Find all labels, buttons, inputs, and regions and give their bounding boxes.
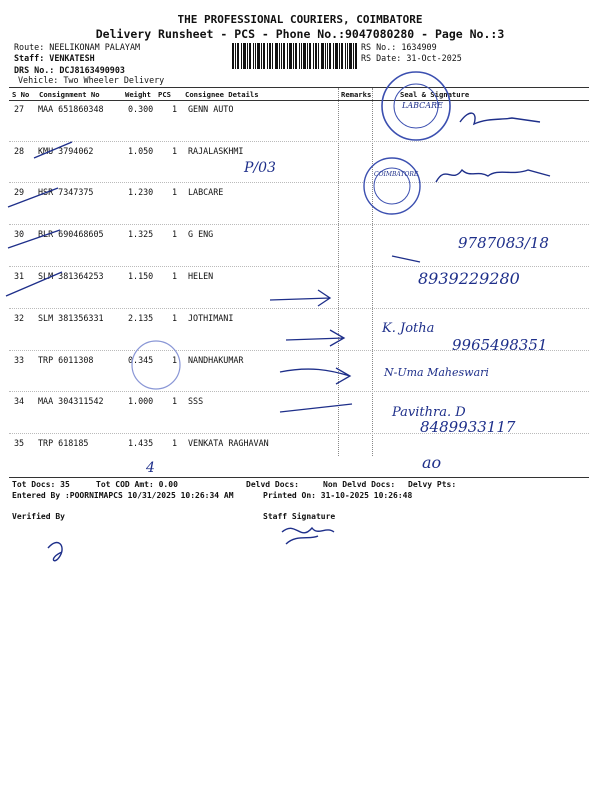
row-weight: 1.435 — [128, 438, 154, 448]
staff-signature-label: Staff Signature — [263, 512, 336, 521]
row-weight: 0.345 — [128, 355, 154, 365]
stamp-text: LABCARE — [402, 101, 443, 110]
row-pcs: 1 — [172, 396, 178, 406]
signature-column-rule — [372, 88, 373, 456]
row-weight: 0.300 — [128, 104, 154, 114]
arrow — [280, 368, 350, 384]
row-divider — [9, 433, 589, 434]
row-divider — [9, 308, 589, 309]
arrow — [270, 290, 330, 306]
table-bottom-rule — [9, 477, 589, 478]
handwritten-name: Pavithra. D — [392, 405, 466, 420]
row-weight: 1.150 — [128, 271, 154, 281]
total-docs: Tot Docs: 35 — [12, 480, 70, 489]
row-pcs: 1 — [172, 313, 178, 323]
row-consignee: VENKATA RAGHAVAN — [188, 438, 269, 448]
stamp-text: COIMBATORE — [374, 171, 419, 178]
row-sno: 31 — [14, 271, 25, 281]
runsheet-subtitle: Delivery Runsheet - PCS - Phone No.:9047080280 - Page No.:3 — [95, 27, 505, 41]
handwritten-phone: 8939229280 — [418, 269, 520, 288]
stamp-faded — [132, 341, 180, 389]
entered-by: Entered By :POORNIMAPCS 10/31/2025 10:26:34 AM — [12, 491, 234, 500]
row-pcs: 1 — [172, 104, 178, 114]
row-divider — [9, 350, 589, 351]
barcode-image — [232, 43, 358, 69]
delivery-points: Delvy Pts: — [408, 480, 457, 489]
rs-number: RS No.: 1634909 — [361, 42, 437, 52]
row-consignee: HELEN — [188, 271, 214, 281]
non-delivered-docs: Non Delvd Docs: — [323, 480, 396, 489]
row-consignment: BLR 690468605 — [38, 229, 104, 239]
strike-row30 — [392, 256, 420, 262]
arrow — [286, 330, 344, 346]
handwritten-name: N-Uma Maheswari — [384, 366, 489, 379]
col-header-consignee: Consignee Details — [185, 90, 259, 99]
col-header-consignment: Consignment No — [39, 90, 100, 99]
printed-on: Printed On: 31-10-2025 10:26:48 — [263, 491, 413, 500]
row-pcs: 1 — [172, 271, 178, 281]
handwritten-note: P/03 — [244, 160, 276, 176]
row-weight: 1.230 — [128, 187, 154, 197]
row-consignee: G ENG — [188, 229, 214, 239]
row-consignment: SLM 381356331 — [38, 313, 104, 323]
handwritten-phone: 9965498351 — [452, 336, 548, 354]
row-divider — [9, 391, 589, 392]
signature-row27 — [460, 113, 540, 124]
row-consignee: SSS — [188, 396, 204, 406]
verified-by-scribble — [48, 543, 62, 561]
row-consignee: JOTHIMANI — [188, 313, 234, 323]
row-weight: 1.050 — [128, 146, 154, 156]
col-header-seal-signature: Seal & Signature — [400, 90, 470, 99]
row-sno: 27 — [14, 104, 25, 114]
handwritten-note: 4 — [146, 460, 155, 476]
staff-signature-scribble — [282, 528, 334, 544]
row-consignee: LABCARE — [188, 187, 224, 197]
col-header-weight: Weight — [125, 90, 151, 99]
row-pcs: 1 — [172, 187, 178, 197]
rs-date: RS Date: 31-Oct-2025 — [361, 53, 462, 63]
col-header-remarks: Remarks — [341, 90, 372, 99]
row-divider — [9, 224, 589, 225]
row-consignment: SLM 381364253 — [38, 271, 104, 281]
col-header-sno: S No — [12, 90, 30, 99]
row-pcs: 1 — [172, 146, 178, 156]
row-consignee: NANDHAKUMAR — [188, 355, 244, 365]
row-pcs: 1 — [172, 229, 178, 239]
handwritten-phone: 9787083/18 — [458, 234, 549, 252]
drs-number: DRS No.: DCJ8163490903 — [14, 65, 125, 75]
verified-by-label: Verified By — [12, 512, 65, 521]
row-sno: 34 — [14, 396, 25, 406]
delivered-docs: Delvd Docs: — [246, 480, 299, 489]
row-divider — [9, 182, 589, 183]
handwritten-name: K. Jotha — [382, 321, 435, 336]
row-pcs: 1 — [172, 438, 178, 448]
handwritten-phone: 8489933117 — [420, 418, 516, 436]
row-consignment: HSR 7347375 — [38, 187, 94, 197]
row-sno: 28 — [14, 146, 25, 156]
row-sno: 35 — [14, 438, 25, 448]
arrow — [280, 404, 352, 412]
row-sno: 32 — [14, 313, 25, 323]
signature-row29 — [436, 170, 550, 182]
company-title: THE PROFESSIONAL COURIERS, COIMBATORE — [177, 13, 423, 26]
total-cod-amount: Tot COD Amt: 0.00 — [96, 480, 178, 489]
vehicle-label: Vehicle: Two Wheeler Delivery — [18, 75, 165, 85]
table-top-rule — [9, 87, 589, 88]
row-weight: 1.000 — [128, 396, 154, 406]
row-consignment: MAA 651860348 — [38, 104, 104, 114]
remarks-column-rule — [338, 88, 339, 456]
row-sno: 30 — [14, 229, 25, 239]
row-consignment: KMU 3794062 — [38, 146, 94, 156]
row-pcs: 1 — [172, 355, 178, 365]
stamp-labcare — [382, 72, 450, 140]
row-consignment: TRP 6011308 — [38, 355, 94, 365]
row-divider — [9, 266, 589, 267]
row-divider — [9, 141, 589, 142]
row-weight: 1.325 — [128, 229, 154, 239]
row-sno: 33 — [14, 355, 25, 365]
row-sno: 29 — [14, 187, 25, 197]
row-consignee: GENN AUTO — [188, 104, 234, 114]
row-weight: 2.135 — [128, 313, 154, 323]
handwritten-mark: ao — [422, 453, 442, 472]
row-consignment: MAA 304311542 — [38, 396, 104, 406]
staff-label: Staff: VENKATESH — [14, 53, 95, 63]
row-consignee: RAJALASKHMI — [188, 146, 244, 156]
col-header-pcs: PCS — [158, 90, 171, 99]
row-consignment: TRP 618185 — [38, 438, 89, 448]
route-label: Route: NEELIKONAM PALAYAM — [14, 42, 141, 52]
table-header-rule — [9, 100, 589, 101]
